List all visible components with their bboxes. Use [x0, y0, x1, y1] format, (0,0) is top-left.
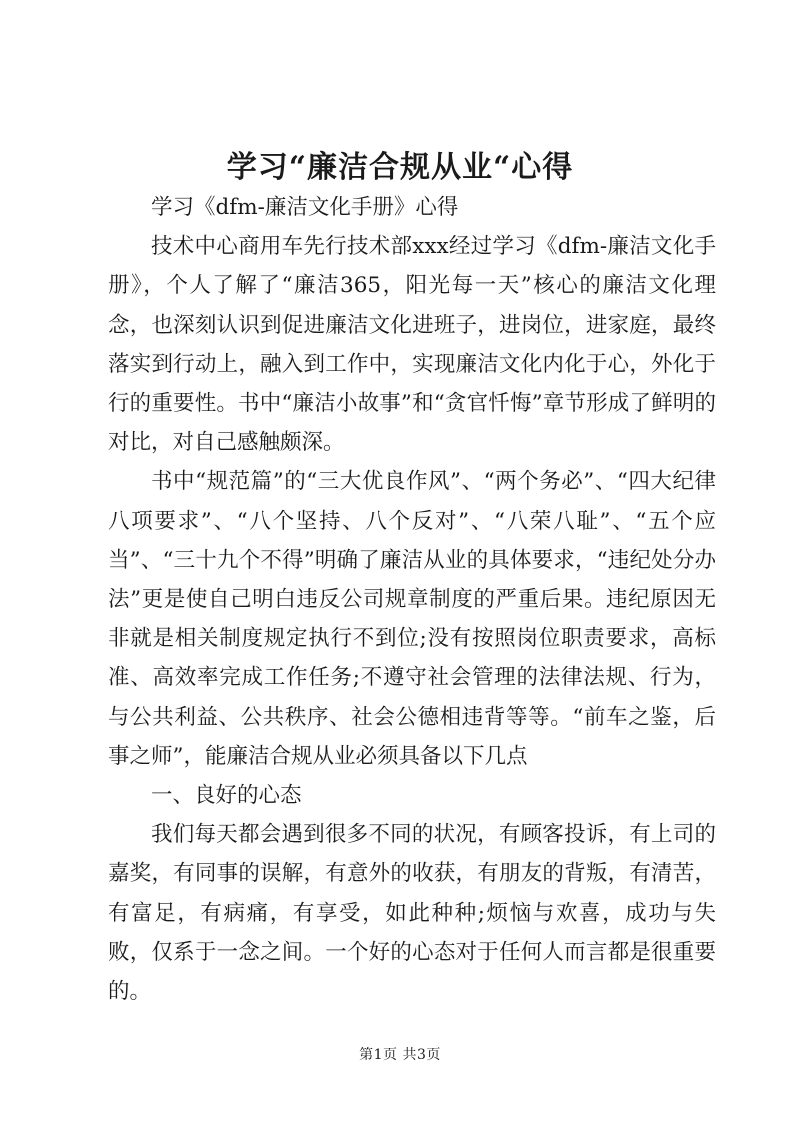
body-paragraph: 技术中心商用车先行技术部xxx经过学习《dfm-廉洁文化手册》，个人了解了“廉洁365，阳光每一天”核心的廉洁文化理念，也深刻认识到促进廉洁文化进班子，进岗位，进家庭，最终落实到行动上，融入到工作中，实现廉洁文化内化于心，外化于行的重要性。书中“廉洁小故事”和“贪官忏悔”章节形成了鲜明的对比，对自己感触颇深。	[108, 234, 716, 456]
subtitle-paragraph: 学习《dfm-廉洁文化手册》心得	[151, 195, 459, 220]
document-title: 学习“廉洁合规从业“心得	[226, 150, 574, 185]
section-heading: 一、良好的心态	[151, 783, 302, 809]
page-number-footer: 第1页 共3页	[359, 1047, 441, 1063]
body-paragraph: 书中“规范篇”的“三大优良作风”、“两个务必”、“四大纪律八项要求”、“八个坚持、八个反对”、“八荣八耻”、“五个应当”、“三十九个不得”明确了廉洁从业的具体要求，“违纪处分办法”更是使自己明白违反公司规章制度的严重后果。违纪原因无非就是相关制度规定执行不到位;没有按照岗位职责要求，高标准、高效率完成工作任务;不遵守社会管理的法律法规、行为，与公共利益、公共秩序、社会公德相违背等等。“前车之鉴，后事之师”，能廉洁合规从业必须具备以下几点	[108, 469, 716, 769]
document-body	[108, 188, 716, 1011]
body-paragraph: 我们每天都会遇到很多不同的状况，有顾客投诉，有上司的嘉奖，有同事的误解，有意外的收获，有朋友的背叛，有清苦，有富足，有病痛，有享受，如此种种;烦恼与欢喜，成功与失败，仅系于一念之间。一个好的心态对于任何人而言都是很重要的。	[108, 822, 716, 1005]
